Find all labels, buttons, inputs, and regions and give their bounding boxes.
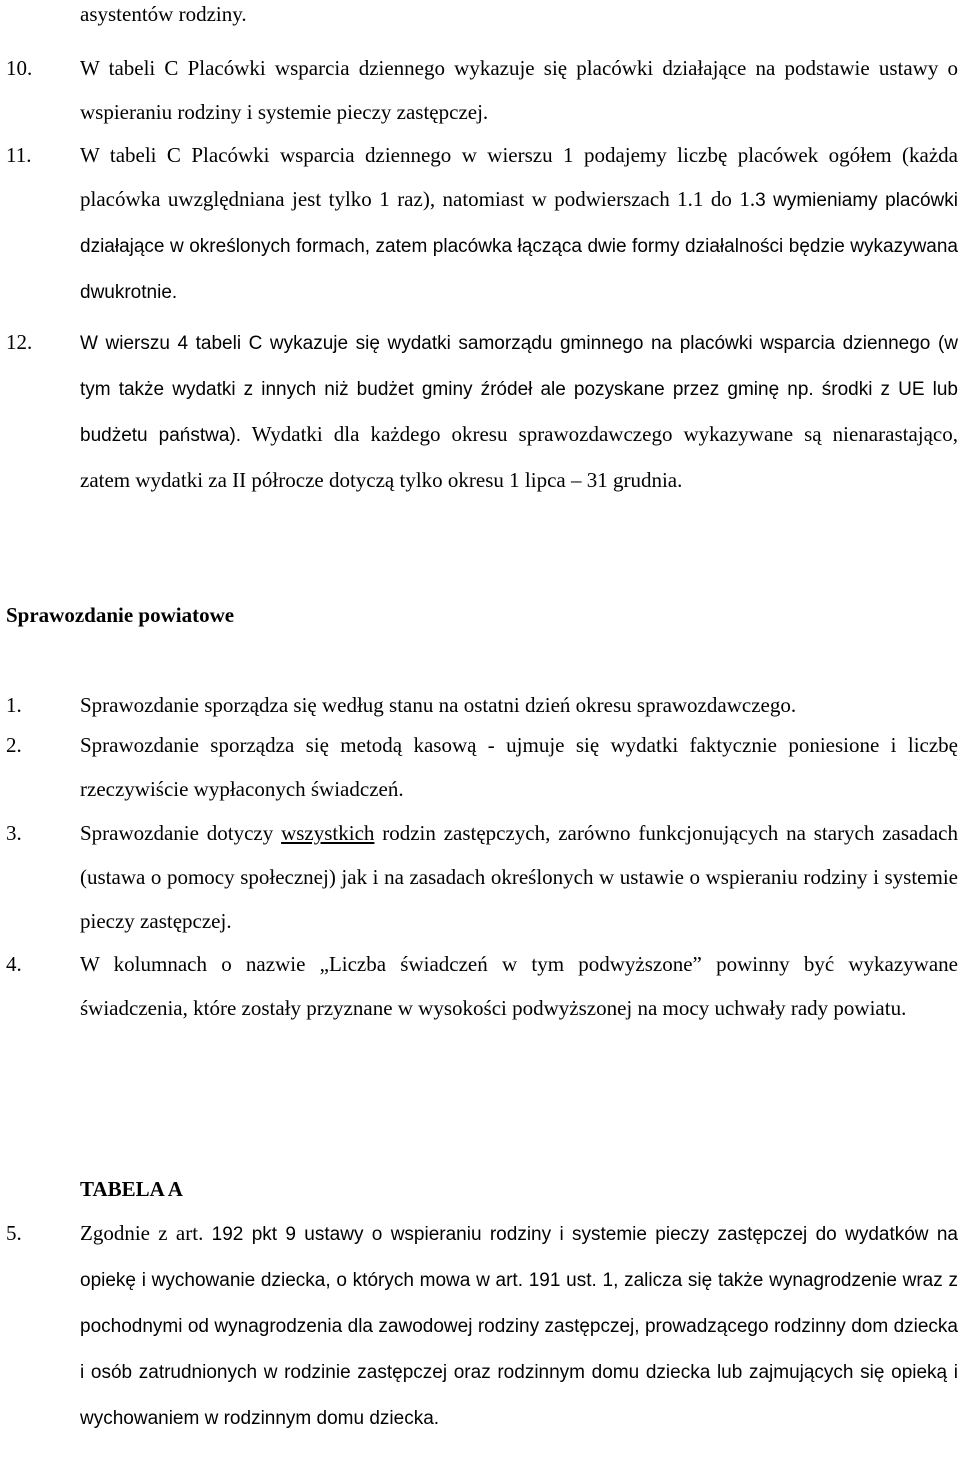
- item-text: W tabeli C Placówki wsparcia dziennego wykazuje się placówki działające na podstawie ustawy o wspieraniu rodziny i systemie pieczy zastępczej.: [80, 56, 958, 124]
- table-heading: TABELA A: [80, 1177, 183, 1201]
- item-number: 3.: [6, 821, 22, 845]
- item-text: [80, 133, 958, 315]
- item-text: Sprawozdanie sporządza się metodą kasową - ujmuje się wydatki faktycznie poniesione i liczbę rzeczywiście wypłaconych świadczeń.: [80, 733, 958, 801]
- item-number: 11.: [6, 143, 32, 167]
- item-number: 2.: [6, 733, 22, 757]
- item-text-part: Zgodnie z art.: [80, 1221, 204, 1245]
- list-item-1: [0, 683, 960, 727]
- item-text-part: Sprawozdanie dotyczy: [80, 821, 282, 845]
- list-item-3: [0, 811, 960, 943]
- item-number: 1.: [6, 693, 22, 717]
- item-number: 10.: [6, 56, 33, 80]
- item-text: W kolumnach o nazwie „Liczba świadczeń w tym podwyższone” powinny być wykazywane świadczenia, które zostały przyznane w wysokości podwyższonej na mocy uchwały rady powiatu.: [80, 952, 958, 1020]
- list-item-12: [0, 320, 960, 502]
- item-text-part: rodzin zastępczych, zarówno funkcjonujących na starych zasadach (ustawa o pomocy społecznej) jak i na zasadach określonych w ustawie o wspieraniu rodziny i systemie pieczy zastępczej.: [80, 821, 958, 933]
- list-item-10: [0, 46, 960, 134]
- list-item-11: [0, 133, 960, 315]
- item-text: [80, 811, 958, 943]
- continuation-fragment: asystentów rodziny.: [80, 2, 247, 26]
- item-number: 12.: [6, 330, 33, 354]
- underlined-word: wszystkich: [281, 821, 375, 845]
- list-item-4: [0, 942, 960, 1030]
- item-text: Sprawozdanie sporządza się według stanu na ostatni dzień okresu sprawozdawczego.: [80, 693, 797, 717]
- item-text: [80, 320, 958, 502]
- item-text-serif: Wydatki dla każdego okresu sprawozdawczego wykazywane są nienarastająco, zatem wydatki za II półrocze dotyczą tylko okresu 1 lipca – 31 grudnia.: [80, 422, 959, 492]
- item-number: 4.: [6, 952, 22, 976]
- item-text-sans: W wierszu 4 tabeli C wykazuje się wydatki samorządu gminnego na placówki wsparcia dziennego (w tym także wydatki z innych niż budżet gminy źródeł ale pozyskane przez gminę np. środki z UE lub budżetu państwa).: [80, 333, 958, 446]
- item-number: 5.: [6, 1221, 22, 1245]
- list-item-2: [0, 723, 960, 811]
- item-text-sans: 3 wymieniamy placówki działające w określonych formach, zatem placówka łącząca dwie formy działalności będzie wykazywana dwukrotnie.: [80, 190, 958, 303]
- section-heading: Sprawozdanie powiatowe: [6, 603, 235, 627]
- item-text: [80, 1211, 958, 1441]
- item-text-sans: 192 pkt 9 ustawy o wspieraniu rodziny i systemie pieczy zastępczej do wydatków na opiekę i wychowanie dziecka, o których mowa w art. 191 ust. 1, zalicza się także wynagrodzenie wraz z pochodnymi od wynagrodzenia dla zawodowej rodziny zastępczej, prowadzącego rodzinny dom dziecka i osób zatrudnionych w rodzinie zastępczej oraz rodzinnym domu dziecka lub zajmujących się opieką i wychowaniem w rodzinnym domu dziecka.: [80, 1224, 958, 1429]
- item-text-serif: W tabeli C Placówki wsparcia dziennego w wierszu 1 podajemy liczbę placówek ogółem (każda placówka uwzględniana jest tylko 1 raz), natomiast w podwierszach 1.1 do 1.: [80, 143, 958, 211]
- list-item-5: [0, 1211, 960, 1441]
